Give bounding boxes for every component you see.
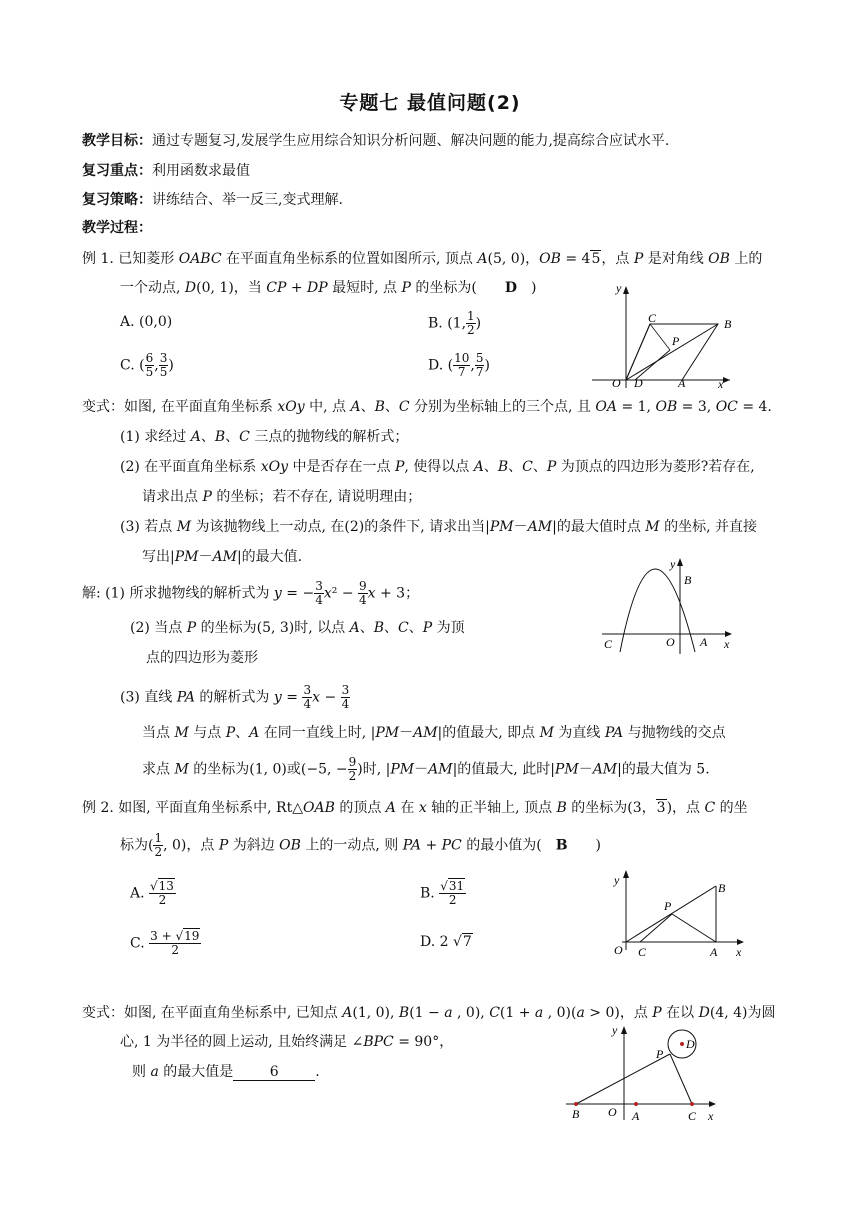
ex1-option-b: B. (1, $\frac{1}{2}$ ) [428, 309, 482, 337]
var2-circle-figure [562, 1020, 722, 1126]
ex1-option-a: A. (0,0) [120, 314, 173, 330]
ex1-label-y: y [616, 281, 622, 295]
ex1-label-d: D [634, 376, 643, 390]
ex1-option-d-label: D. [428, 357, 444, 374]
var1-sol3: (3) 直线 PA 的解析式为 y = $\frac{3}{4}$ x − $\frac{3}{4}$ [120, 683, 350, 711]
ex2-label-a: A [710, 945, 718, 959]
ex2-label-c: C [638, 945, 647, 959]
var2-label-b: B [572, 1107, 580, 1121]
var2-label-p: P [656, 1047, 664, 1061]
ex2-line2: 标为( $\frac{1}{2}$ , 0)，点 P 为斜边 OB 上的一动点, 则 PA + PC 的最小值为( B ) [120, 831, 602, 859]
focus-label: 复习重点： [82, 163, 152, 179]
var1-parabola-figure [598, 556, 748, 656]
ex1-option-d: D. ( $\frac{10}{7}$ , $\frac{5}{7}$ ) [428, 351, 490, 379]
var1-sol2b: 点的四边形为菱形 [146, 650, 258, 666]
var2-label-c: C [688, 1109, 697, 1123]
var1-q3b: 写出|PM－AM|的最大值. [142, 549, 303, 565]
ex1-option-b-label: B. [428, 315, 443, 332]
strategy-text: 讲练结合、举一反三,变式理解. [152, 192, 343, 208]
var1-label-b: B [684, 573, 692, 587]
ex2-answer: B [555, 837, 568, 854]
var1-q3: (3) 若点 M 为该抛物线上一动点, 在(2)的条件下, 请求出当|PM－AM|的最大值时点 M 的坐标, 并直接 [120, 519, 757, 535]
ex2-triangle-figure [606, 868, 756, 960]
var2-label-d: D [686, 1037, 695, 1051]
teaching-goal [82, 130, 669, 150]
ex2-label-p: P [664, 899, 672, 913]
goal-label: 教学目标： [82, 133, 152, 149]
ex1-label-x: x [718, 377, 724, 391]
var1-label-c: C [604, 637, 613, 651]
ex2-label-y: y [614, 873, 620, 887]
ex1-rhombus-figure [590, 280, 750, 392]
var1-sol1: 解: (1) 所求抛物线的解析式为 y = − $\frac{3}{4}$ x² − $\frac{9}{4}$ x + 3； [82, 579, 420, 607]
ex1-label-a: A [678, 376, 686, 390]
focus-text: 利用函数求最值 [152, 163, 250, 179]
ex1-label-o: O [612, 376, 621, 390]
var1-label-a: A [700, 635, 708, 649]
ex2-option-d: D. 2 √7 [420, 934, 472, 950]
ex1-option-c: C. ( $\frac{6}{5}$ , $\frac{3}{5}$ ) [120, 351, 174, 379]
process-label: 教学过程： [82, 220, 152, 236]
var1-sol2: (2) 当点 P 的坐标为(5, 3)时, 以点 A、B、C、P 为顶 [130, 620, 465, 636]
ex2-label-x: x [736, 945, 742, 959]
ex1-option-c-label: C. [120, 357, 135, 374]
ex1-label-c: C [648, 311, 657, 325]
var2-label-x: x [708, 1109, 714, 1123]
var1-q2b: 请求出点 P 的坐标；若不存在, 请说明理由； [142, 489, 422, 505]
var1-sol3c: 求点 M 的坐标为(1, 0)或(−5, − $\frac{9}{2}$ )时, |PM－AM|的值最大, 此时|PM－AM|的最大值为 5. [142, 755, 710, 783]
var1-label-x: x [724, 637, 730, 651]
var1-label-y: y [670, 557, 676, 571]
review-focus [82, 160, 250, 180]
goal-text: 通过专题复习,发展学生应用综合知识分析问题、解决问题的能力,提高综合应试水平. [152, 133, 670, 149]
ex1-label-b: B [724, 317, 732, 331]
var2-label-y: y [612, 1023, 618, 1037]
var2-line1: 变式：如图, 在平面直角坐标系中, 已知点 A(1, 0), B(1 − a , 0), C(1 + a , 0)(a > 0)，点 P 在以 D(4, 4)为圆 [82, 1005, 776, 1021]
var2-line3: 则 a 的最大值是 6 . [132, 1064, 320, 1080]
var1-label-o: O [666, 635, 675, 649]
ex1-label-p: P [672, 334, 680, 348]
ex1-line2: 一个动点, D(0, 1)，当 CP + DP 最短时, 点 P 的坐标为( D ) [120, 280, 537, 296]
page-title: 专题七 最值问题(2) [339, 92, 521, 114]
review-strategy [82, 189, 343, 209]
var1-line1: 变式：如图, 在平面直角坐标系 xOy 中, 点 A、B、C 分别为坐标轴上的三个点, 且 OA = 1, OB = 3, OC = 4. [82, 399, 772, 415]
ex2-line1: 例 2. 如图, 平面直角坐标系中, Rt△OAB 的顶点 A 在 x 轴的正半轴上, 顶点 B 的坐标为(3，3)，点 C 的坐 [82, 800, 748, 816]
ex1-answer: D [504, 280, 517, 296]
ex2-option-b: B. $\frac{√31}{2}$ [420, 879, 465, 907]
var2-line2: 心, 1 为半径的圆上运动, 且始终满足 ∠BPC = 90°， [120, 1034, 454, 1050]
var2-label-o: O [608, 1105, 617, 1119]
var1-q2: (2) 在平面直角坐标系 xOy 中是否存在一点 P, 使得以点 A、B、C、P 为顶点的四边形为菱形?若存在, [120, 459, 755, 475]
strategy-label: 复习策略： [82, 192, 152, 208]
var2-label-a: A [632, 1109, 640, 1123]
ex2-label-o: O [614, 943, 623, 957]
ex1-line1: 例 1. 已知菱形 OABC 在平面直角坐标系的位置如图所示, 顶点 A(5, 0)，OB = 45，点 P 是对角线 OB 上的 [82, 251, 763, 267]
var2-answer: 6 [233, 1064, 315, 1081]
var1-sol3b: 当点 M 与点 P、A 在同一直线上时, |PM－AM|的值最大, 即点 M 为直线 PA 与抛物线的交点 [142, 725, 726, 741]
ex2-option-a: A. $\frac{√13}{2}$ [130, 879, 174, 907]
ex2-option-c: C. $\frac{3 + √19}{2}$ [130, 929, 200, 957]
var1-q1: (1) 求经过 A、B、C 三点的抛物线的解析式； [120, 429, 409, 445]
ex2-label-b: B [718, 881, 726, 895]
